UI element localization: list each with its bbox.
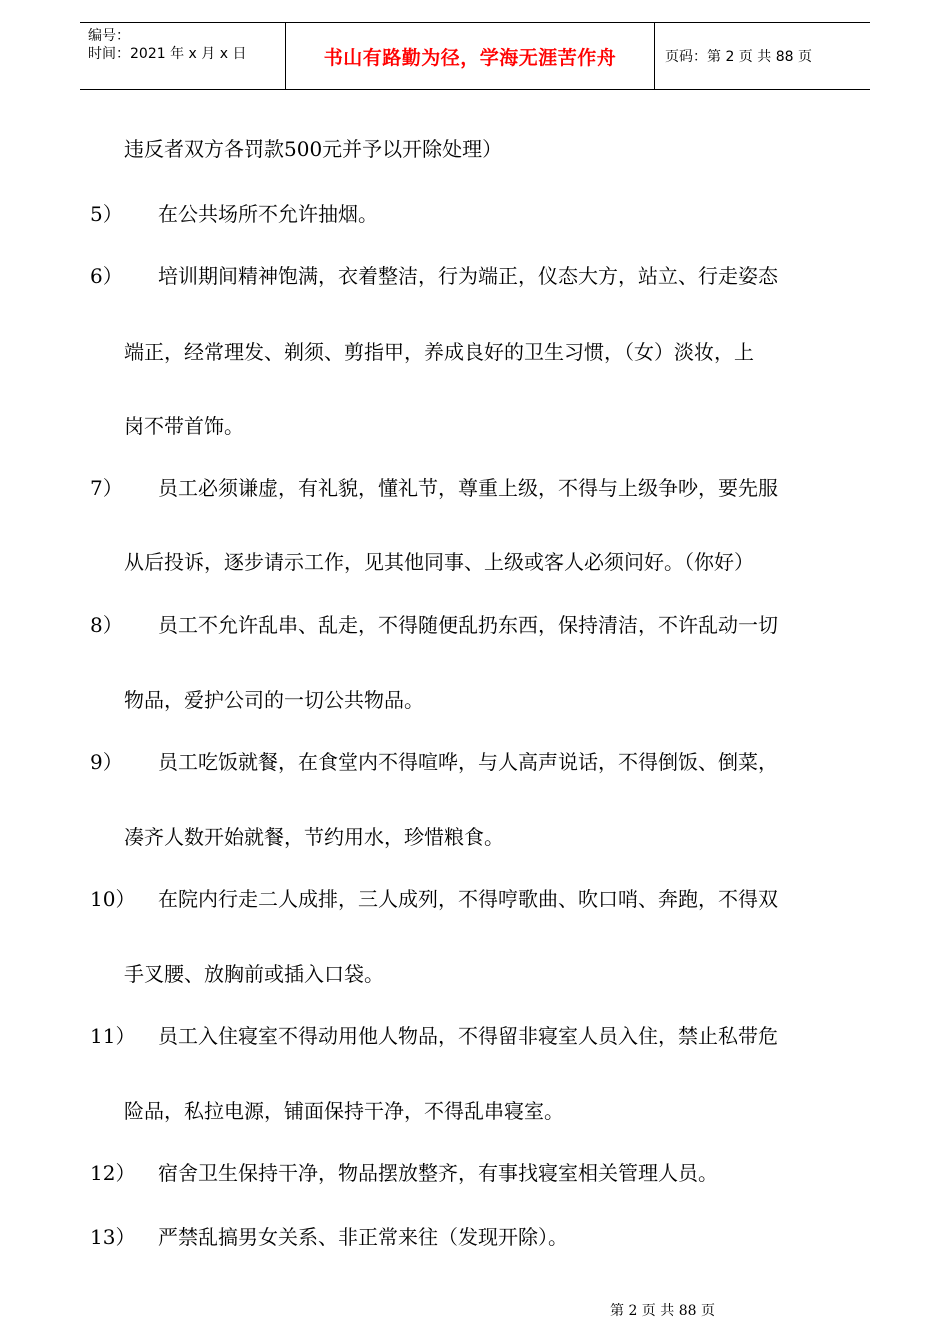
text-line: 端正，经常理发、剃须、剪指甲，养成良好的卫生习惯，（女）淡妆，上	[124, 340, 754, 364]
text-line: 物品，爱护公司的一切公共物品。	[124, 688, 424, 712]
item-number: 12）	[90, 1161, 136, 1185]
text-line: 在公共场所不允许抽烟。	[158, 202, 378, 226]
item-number: 5）	[90, 202, 123, 226]
text-line: 严禁乱搞男女关系、非正常来往（发现开除）。	[158, 1225, 568, 1249]
item-number: 9）	[90, 750, 123, 774]
text-line: 员工入住寝室不得动用他人物品，不得留非寝室人员入住，禁止私带危	[158, 1024, 778, 1048]
serial-label: 编号：	[88, 28, 130, 44]
text-line: 在院内行走二人成排，三人成列，不得哼歌曲、吹口哨、奔跑，不得双	[158, 887, 778, 911]
header-motto-cell	[285, 23, 655, 89]
motto: 书山有路勤为径，学海无涯苦作舟	[323, 46, 617, 69]
header-meta	[80, 23, 285, 89]
text-line: 员工吃饭就餐，在食堂内不得喧哗，与人高声说话，不得倒饭、倒菜，	[158, 750, 778, 774]
item-number: 6）	[90, 264, 123, 288]
text-line: 员工不允许乱串、乱走，不得随便乱扔东西，保持清洁，不许乱动一切	[158, 613, 778, 637]
page-header	[80, 22, 870, 90]
text-line: 岗不带首饰。	[124, 414, 244, 438]
text-line: 手叉腰、放胸前或插入口袋。	[124, 962, 384, 986]
page-footer: 第 2 页 共 88 页	[610, 1303, 715, 1319]
text-line: 员工必须谦虚，有礼貌，懂礼节，尊重上级，不得与上级争吵，要先服	[158, 476, 778, 500]
item-number: 7）	[90, 476, 123, 500]
text-line: 从后投诉，逐步请示工作，见其他同事、上级或客人必须问好。（你好）	[124, 550, 754, 574]
item-number: 13）	[90, 1225, 136, 1249]
item-number: 11）	[90, 1024, 136, 1048]
text-line: 凑齐人数开始就餐，节约用水，珍惜粮食。	[124, 825, 504, 849]
item-number: 10）	[90, 887, 136, 911]
text-line: 培训期间精神饱满，衣着整洁，行为端正，仪态大方，站立、行走姿态	[158, 264, 778, 288]
text-line: 宿舍卫生保持干净，物品摆放整齐，有事找寝室相关管理人员。	[158, 1161, 718, 1185]
item-number: 8）	[90, 613, 123, 637]
page-info: 页码：第 2 页 共 88 页	[665, 49, 812, 65]
time-label: 时间：2021 年 x 月 x 日	[88, 46, 247, 62]
text-line: 险品，私拉电源，铺面保持干净，不得乱串寝室。	[124, 1099, 564, 1123]
text-line: 违反者双方各罚款500元并予以开除处理）	[124, 137, 503, 161]
header-page-info	[655, 23, 870, 89]
